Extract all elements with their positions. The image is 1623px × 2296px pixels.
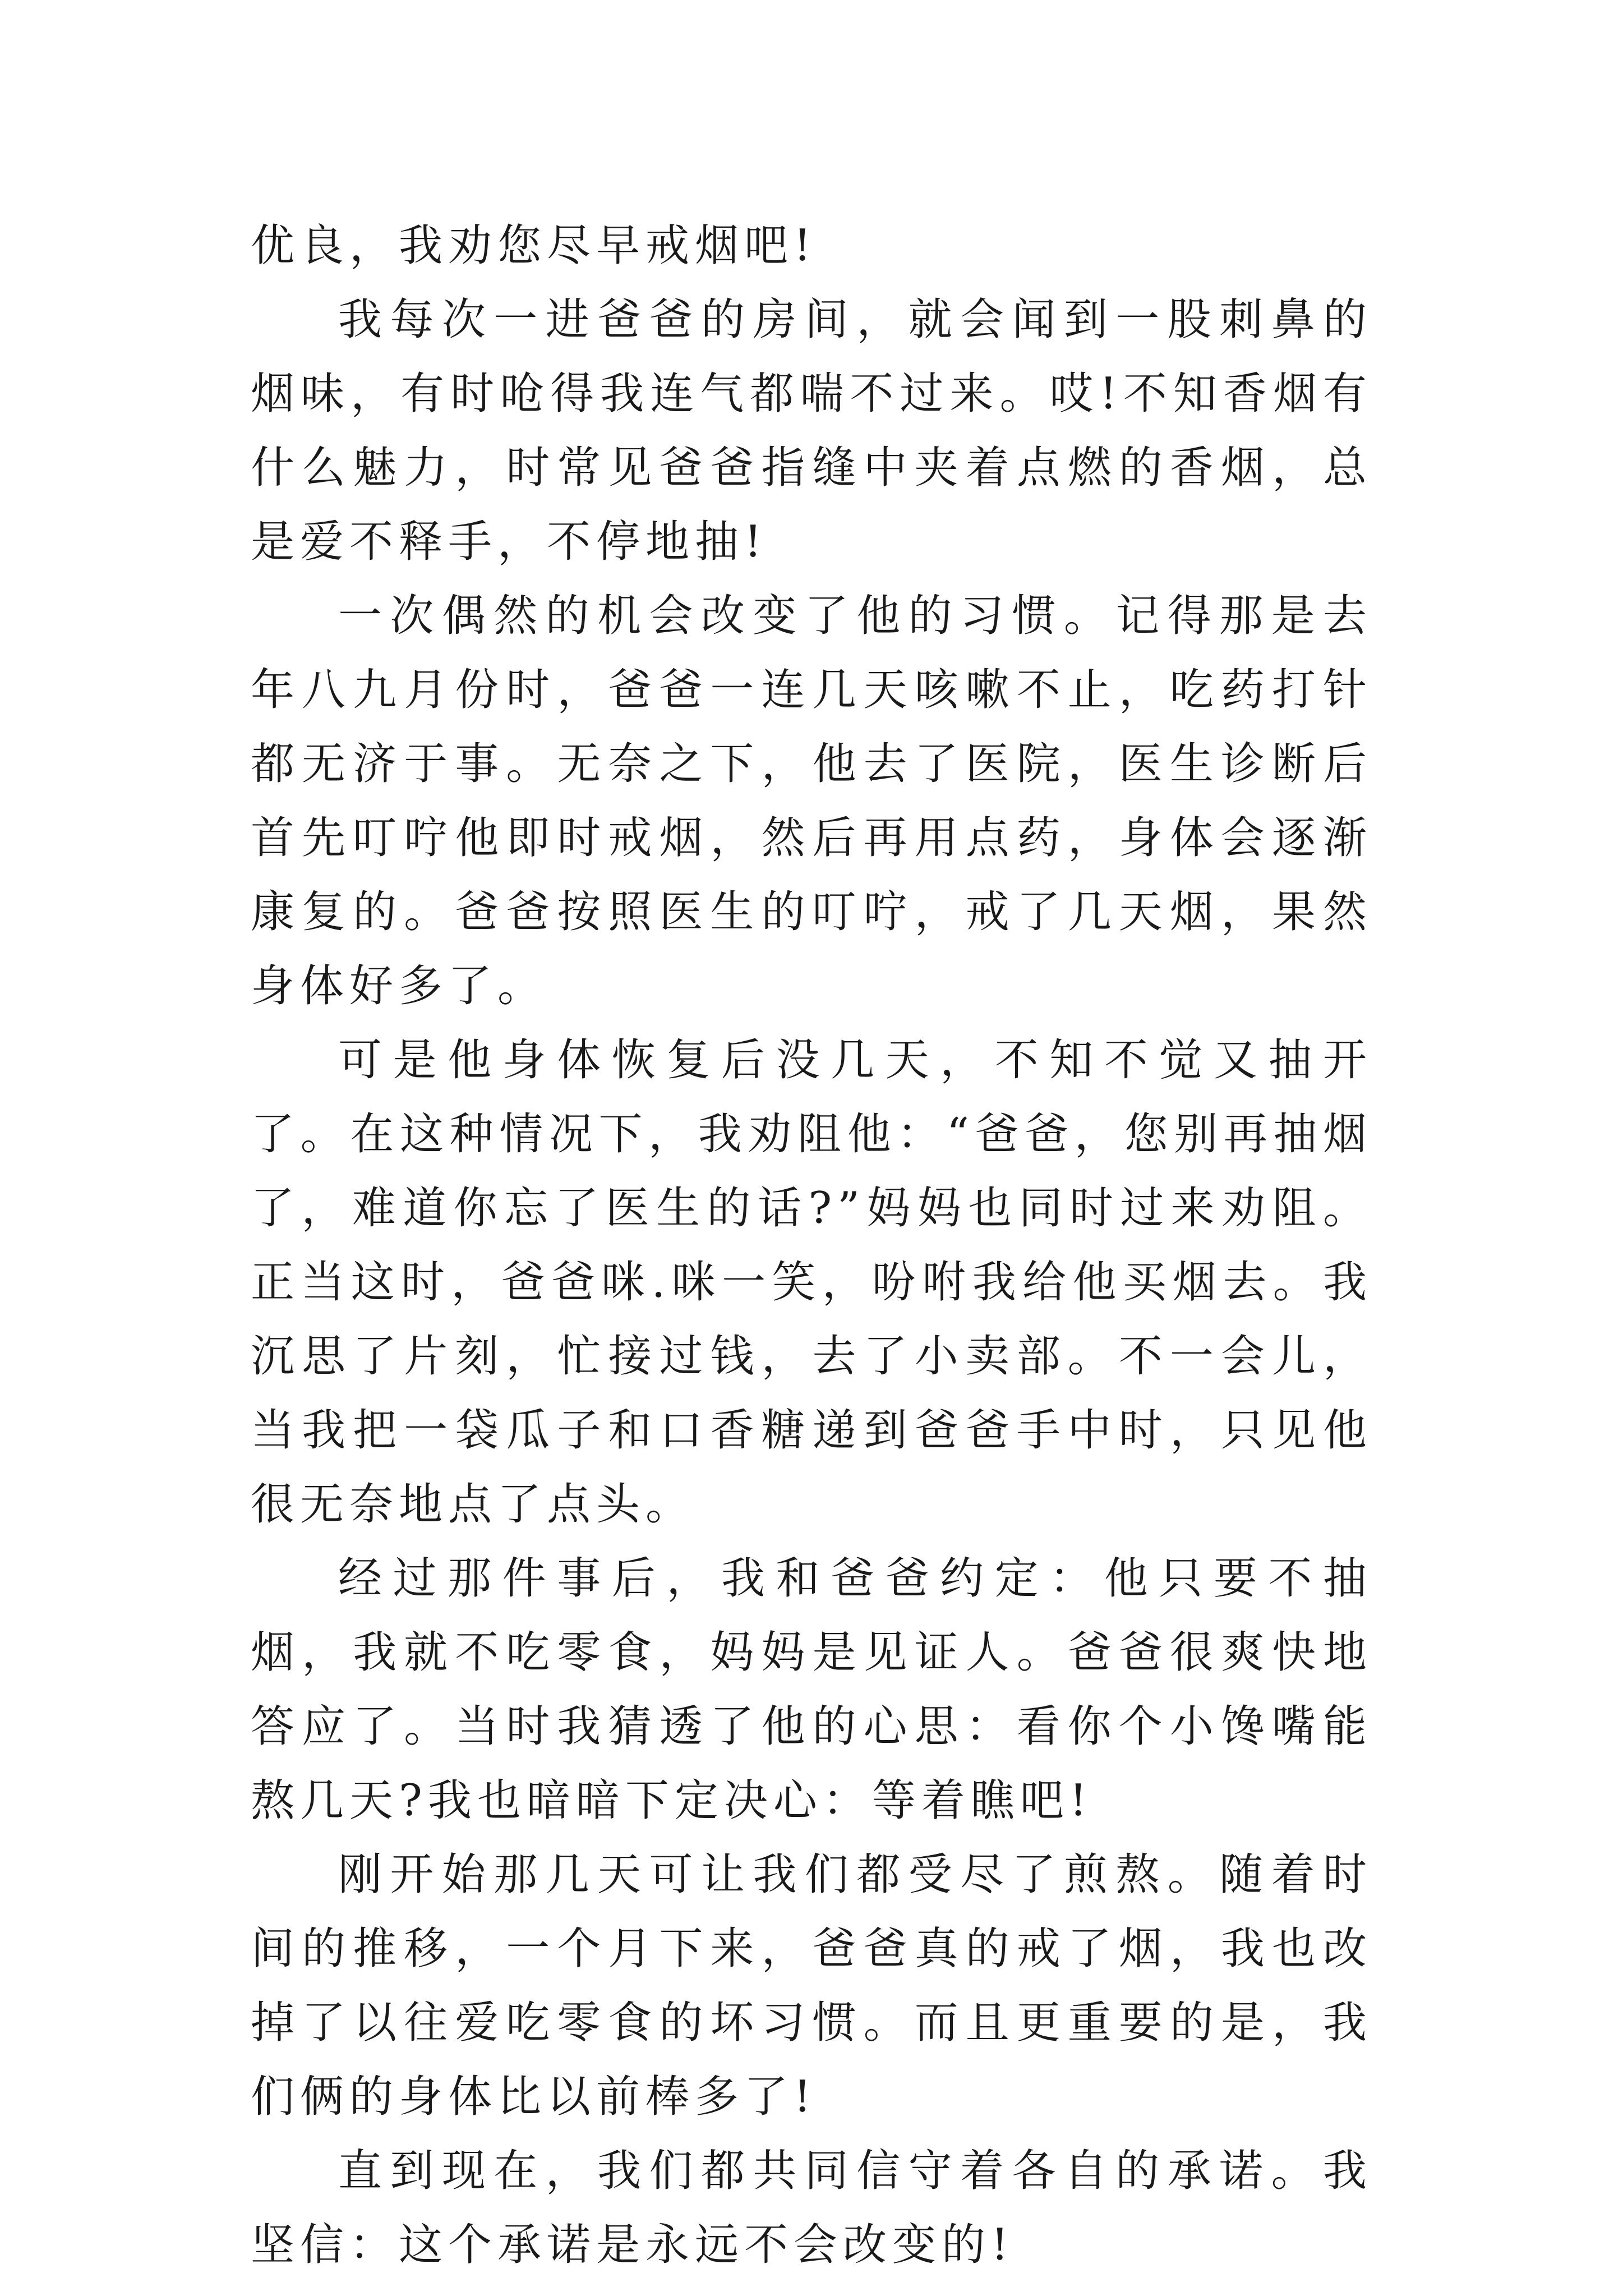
paragraph-2: 我每次一进爸爸的房间，就会闻到一股刺鼻的烟味，有时呛得我连气都喘不过来。哎!不知香烟有什么魅力，时常见爸爸指缝中夹着点燃的香烟，总是爱不释手，不停地抽! <box>251 295 1372 567</box>
paragraph-5: 经过那件事后，我和爸爸约定：他只要不抽烟，我就不吃零食，妈妈是见证人。爸爸很爽快地答应了。当时我猜透了他的心思：看你个小馋嘴能熬几天?我也暗暗下定决心：等着瞧吧! <box>251 1553 1372 1826</box>
paragraph-7: 直到现在，我们都共同信守着各自的承诺。我坚信：这个承诺是永远不会改变的! <box>251 2146 1372 2270</box>
paragraph-6: 刚开始那几天可让我们都受尽了煎熬。随着时间的推移，一个月下来，爸爸真的戒了烟，我也改掉了以往爱吃零食的坏习惯。而且更重要的是，我们俩的身体比以前棒多了! <box>251 1849 1372 2122</box>
paragraph-1: 优良，我劝您尽早戒烟吧! <box>251 220 817 271</box>
essay-body <box>251 209 1372 2282</box>
paragraph-4: 可是他身体恢复后没几天，不知不觉又抽开了。在这种情况下，我劝阻他：“爸爸，您别再抽烟了，难道你忘了医生的话?”妈妈也同时过来劝阻。正当这时，爸爸咪.咪一笑，吩咐我给他买烟去。我沉思了片刻，忙接过钱，去了小卖部。不一会儿，当我把一袋瓜子和口香糖递到爸爸手中时，只见他很无奈地点了点头。 <box>251 1035 1372 1530</box>
paragraph-3: 一次偶然的机会改变了他的习惯。记得那是去年八九月份时，爸爸一连几天咳嗽不止，吃药打针都无济于事。无奈之下，他去了医院，医生诊断后首先叮咛他即时戒烟，然后再用点药，身体会逐渐康复的。爸爸按照医生的叮咛，戒了几天烟，果然身体好多了。 <box>251 591 1372 1011</box>
